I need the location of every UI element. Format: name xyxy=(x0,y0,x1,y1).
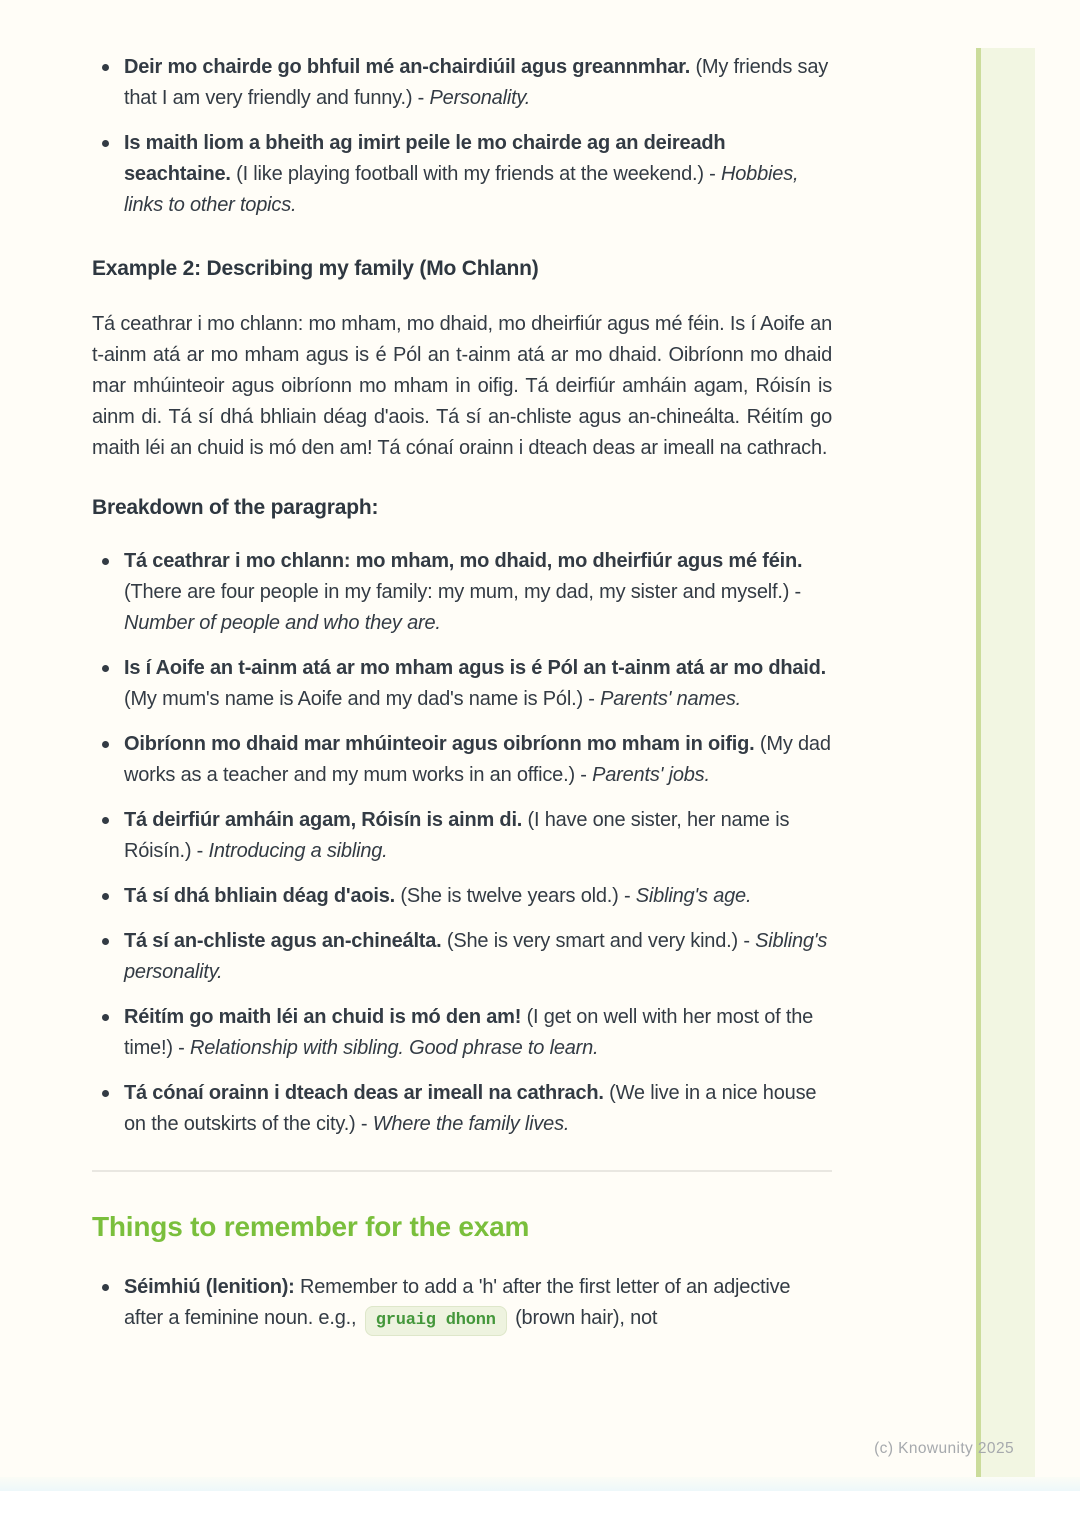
english-translation: (My mum's name is Aoife and my dad's name is Pól.) - xyxy=(124,688,601,710)
english-translation: (There are four people in my family: my mum, my dad, my sister and myself.) - xyxy=(124,581,802,603)
page-bottom-margin xyxy=(0,1491,1080,1528)
intro-bullet-list xyxy=(92,52,832,221)
irish-phrase: Tá sí dhá bhliain déag d'aois. xyxy=(124,885,396,907)
english-translation: (I get on well with her most of the time!) - xyxy=(124,1006,814,1059)
topic-note: Hobbies, links to other topics. xyxy=(124,163,799,216)
exam-section-heading: Things to remember for the exam xyxy=(92,1211,530,1242)
english-translation: (She is very smart and very kind.) - xyxy=(441,930,756,952)
watermark: (c) Knowunity 2025 xyxy=(874,1440,1014,1457)
list-item xyxy=(92,128,832,221)
topic-note: Parents' names. xyxy=(600,688,741,710)
list-item xyxy=(92,52,832,114)
topic-note: Where the family lives. xyxy=(372,1113,570,1135)
term-label: Séimhiú (lenition): xyxy=(124,1276,295,1298)
list-item xyxy=(92,1002,832,1064)
list-item xyxy=(92,653,832,715)
page-edge-highlight-band xyxy=(976,48,1035,1479)
english-translation: (I have one sister, her name is Róisín.) - xyxy=(124,809,790,862)
topic-note: Personality. xyxy=(429,87,531,109)
list-item xyxy=(92,881,832,912)
english-translation: (My friends say that I am very friendly and funny.) - xyxy=(124,56,829,109)
page-bottom-edge xyxy=(0,1477,1080,1491)
topic-note: Parents' jobs. xyxy=(592,764,710,786)
irish-phrase: Tá deirfiúr amháin agam, Róisín is ainm di. xyxy=(124,809,523,831)
irish-phrase: Oibríonn mo dhaid mar mhúinteoir agus oibríonn mo mham in oifig. xyxy=(124,733,755,755)
list-item xyxy=(92,546,832,639)
example-paragraph: Tá ceathrar i mo chlann: mo mham, mo dhaid, mo dheirfiúr agus mé féin. Is í Aoife an t-ainm atá ar mo mham agus is é Pól an t-ainm atá ar mo dhaid. Oibríonn mo dhaid mar mhúinteoir agus oibríonn mo mham in oifig. Tá deirfiúr amháin agam, Róisín is ainm di. Tá sí dhá bhliain déag d'aois. Tá sí an-chliste agus an-chineálta. Réitím go maith léi an chuid is mó den am! Tá cónaí orainn i dteach deas ar imeall na cathrach. xyxy=(92,313,832,459)
section-divider xyxy=(92,1170,832,1172)
explanation-text: (brown hair), not xyxy=(509,1307,658,1329)
list-item xyxy=(92,805,832,867)
irish-phrase: Deir mo chairde go bhfuil mé an-chairdiúil agus greannmhar. xyxy=(124,56,691,78)
irish-phrase: Tá ceathrar i mo chlann: mo mham, mo dhaid, mo dheirfiúr agus mé féin. xyxy=(124,550,803,572)
code-chip: gruaig dhonn xyxy=(365,1306,507,1336)
topic-note: Number of people and who they are. xyxy=(124,612,441,634)
english-translation: (We live in a nice house on the outskirts of the city.) - xyxy=(124,1082,817,1135)
topic-note: Relationship with sibling. Good phrase to learn. xyxy=(189,1037,599,1059)
topic-note: Introducing a sibling. xyxy=(208,840,388,862)
explanation-text: Remember to add a 'h' after the first letter of an adjective after a feminine noun. e.g., xyxy=(124,1276,791,1329)
breakdown-bullet-list xyxy=(92,546,832,1140)
list-item xyxy=(92,729,832,791)
english-translation: (I like playing football with my friends at the weekend.) - xyxy=(230,163,722,185)
irish-phrase: Réitím go maith léi an chuid is mó den am! xyxy=(124,1006,522,1028)
example-heading: Example 2: Describing my family (Mo Chlann) xyxy=(92,257,539,280)
topic-note: Sibling's personality. xyxy=(124,930,828,983)
list-item xyxy=(92,1272,832,1336)
irish-phrase: Tá sí an-chliste agus an-chineálta. xyxy=(124,930,442,952)
english-translation: (She is twelve years old.) - xyxy=(395,885,636,907)
list-item xyxy=(92,926,832,988)
irish-phrase: Is maith liom a bheith ag imirt peile le mo chairde ag an deireadh seachtaine. xyxy=(124,132,726,185)
topic-note: Sibling's age. xyxy=(635,885,752,907)
english-translation: (My dad works as a teacher and my mum works in an office.) - xyxy=(124,733,831,786)
exam-bullet-list xyxy=(92,1272,832,1336)
document-content xyxy=(92,0,832,1336)
irish-phrase: Tá cónaí orainn i dteach deas ar imeall na cathrach. xyxy=(124,1082,604,1104)
breakdown-heading: Breakdown of the paragraph: xyxy=(92,496,379,519)
list-item xyxy=(92,1078,832,1140)
irish-phrase: Is í Aoife an t-ainm atá ar mo mham agus is é Pól an t-ainm atá ar mo dhaid. xyxy=(124,657,827,679)
